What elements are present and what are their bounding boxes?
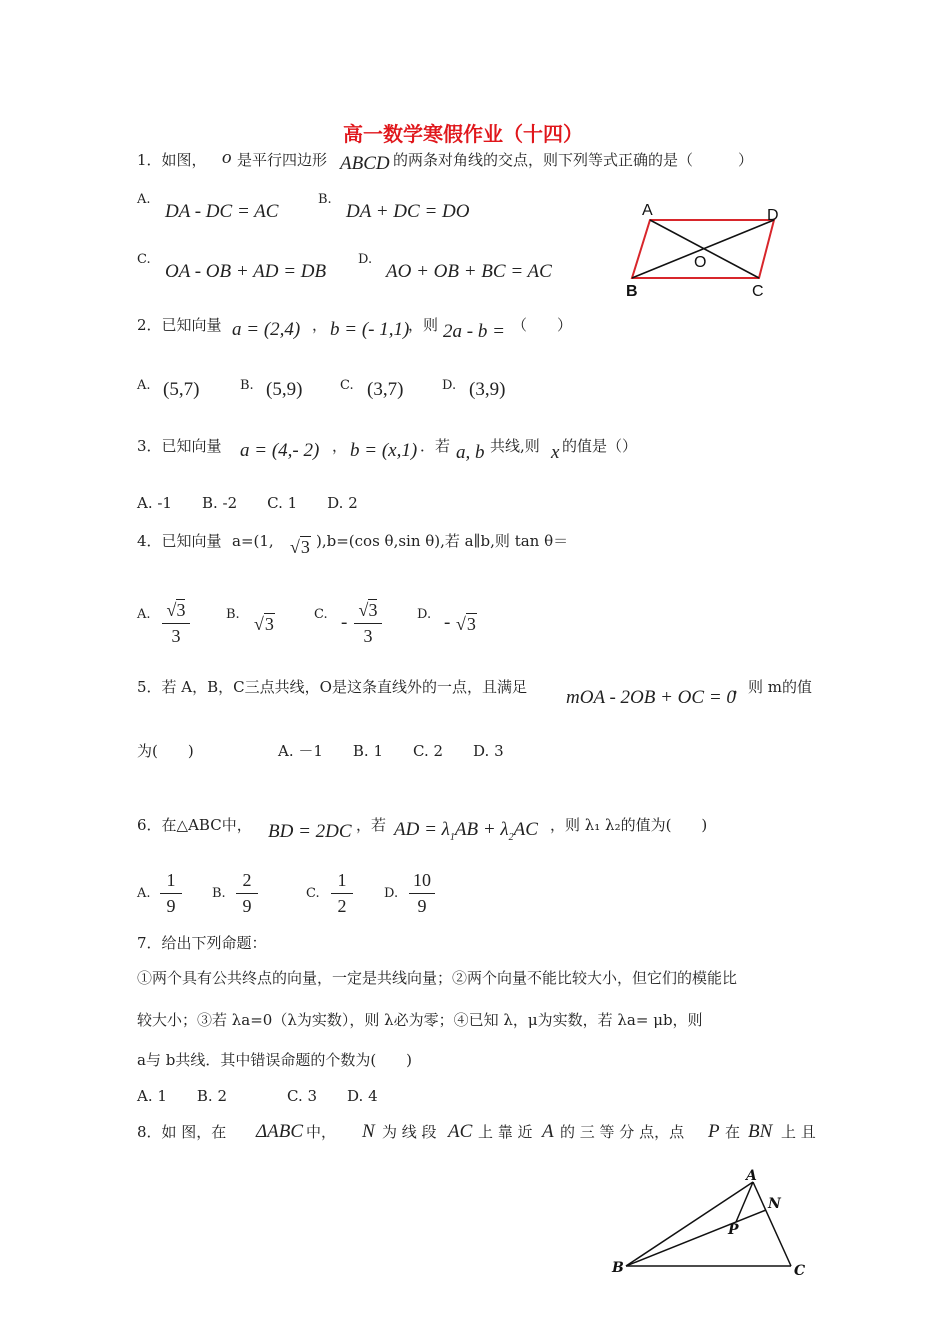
q6-opt-c-den: 2: [337, 896, 347, 916]
q8-a: A: [542, 1121, 554, 1142]
q6-expr2-a: AD = λ: [394, 819, 450, 840]
q2-vector-b: b = (- 1,1): [330, 319, 410, 340]
q4-a-part: a=(1,: [232, 532, 274, 550]
fig2-label-b: B: [612, 1260, 624, 1276]
q1-opt-c-label: C.: [137, 252, 151, 267]
q5-options: A. －1 B. 1 C. 2 D. 3: [278, 742, 504, 760]
q1-opt-b-label: B.: [318, 192, 332, 207]
q6-opt-a-num: 1: [166, 870, 176, 890]
q8-stem-g: 上 且: [781, 1123, 816, 1141]
q6-opt-d-label: D.: [384, 886, 399, 901]
q2-expr: 2a - b =: [443, 321, 505, 342]
q6-sub2: 2: [508, 831, 514, 843]
q6-opt-d-den: 9: [417, 896, 427, 916]
q3-vector-a: a = (4,- 2): [240, 440, 320, 461]
q8-stem-a: 8．如 图，在: [137, 1123, 227, 1141]
fig2-label-c: C: [794, 1263, 806, 1279]
q4-opt-c-den: 3: [363, 626, 373, 646]
q4-opt-c-label: C.: [314, 607, 328, 622]
q6-opt-b-label: B.: [212, 886, 226, 901]
q6-stem-a: 6．在△ABC中，: [137, 816, 252, 834]
q3-comma: ，: [332, 437, 348, 455]
q5-stem-b: ，则 m的值: [733, 678, 812, 696]
q8-stem-e: 的 三 等 分 点，点: [560, 1123, 685, 1141]
q8-abc: ΔABC: [256, 1121, 304, 1142]
q4-opt-a-frac: √3 3: [162, 600, 190, 647]
q6-expr2-c: AC: [513, 819, 538, 840]
parallelogram-figure: [622, 200, 792, 300]
q2-opt-a-label: A.: [137, 378, 151, 393]
q3-ab: a, b: [456, 442, 485, 463]
q6-opt-b-num: 2: [242, 870, 252, 890]
q8-ac: AC: [448, 1121, 473, 1142]
q3-stem-c: 的值是（）: [562, 437, 638, 455]
q6-sub1: 1: [449, 831, 455, 843]
fig2-label-n: N: [768, 1196, 781, 1212]
q6-opt-c-frac: [331, 870, 353, 917]
q8-stem-d: 上 靠 近: [478, 1123, 533, 1141]
q2-opt-b-val: (5,9): [266, 379, 303, 400]
q8-p: P: [708, 1121, 720, 1142]
q7-line2: 较大小；③若 λa=0（λ为实数），则 λ必为零；④已知 λ，μ为实数，若 λa= μb，则: [137, 1011, 703, 1029]
q2-opt-c-label: C.: [340, 378, 354, 393]
q1-opt-d-expr: AO + OB + BC = AC: [386, 261, 552, 282]
fig2-label-a: A: [746, 1168, 757, 1184]
q5-expr: mOA - 2OB + OC = 0: [566, 687, 736, 708]
q2-vector-a: a = (2,4): [232, 319, 301, 340]
q4-sqrt3: √3: [290, 537, 310, 557]
q2-opt-d-label: D.: [442, 378, 457, 393]
q6-opt-b-frac: [236, 870, 258, 917]
segment-bn: [626, 1210, 766, 1266]
q1-abcd: ABCD: [340, 153, 390, 174]
q4-opt-d-label: D.: [417, 607, 432, 622]
q7-options: A. 1 B. 2 C. 3 D. 4: [137, 1087, 378, 1105]
fig1-label-c: C: [752, 283, 764, 300]
q6-expr2: [394, 820, 538, 848]
q8-stem-b: 中，: [306, 1123, 337, 1141]
q2-opt-b-label: B.: [240, 378, 254, 393]
q8-stem-c: 为 线 段: [382, 1123, 437, 1141]
q4-opt-d-sqrt: √3: [456, 614, 476, 634]
q4-opt-a-label: A.: [137, 607, 151, 622]
q3-dot: ．若: [420, 437, 451, 455]
q2-opt-a-val: (5,7): [163, 379, 200, 400]
q2-opt-c-val: (3,7): [367, 379, 404, 400]
q1-stem-a: 1．如图，: [137, 151, 207, 169]
q5-stem-a: 5．若 A，B，C三点共线，O是这条直线外的一点，且满足: [137, 678, 527, 696]
q4-opt-b-rad: 3: [264, 614, 274, 634]
q4-sqrt3-radicand: 3: [300, 537, 310, 557]
q8-n: N: [362, 1121, 375, 1142]
q4-opt-a-den: 3: [171, 626, 181, 646]
q3-stem-b: 共线,则: [490, 437, 540, 455]
q1-stem-b: 是平行四边形: [237, 151, 328, 169]
q3-stem-a: 3．已知向量: [137, 437, 222, 455]
q6-expr1: BD = 2DC: [268, 821, 352, 842]
fig1-label-o: O: [694, 254, 707, 271]
q3-x: x: [551, 442, 560, 463]
q4-opt-a-num: 3: [176, 600, 186, 620]
q6-opt-c-label: C.: [306, 886, 320, 901]
fig1-label-a: A: [642, 202, 653, 219]
side-ac: [753, 1182, 791, 1266]
q1-opt-c-expr: OA - OB + AD = DB: [165, 261, 327, 282]
q5-line2: 为( ): [137, 742, 194, 760]
q8-stem-f: 在: [725, 1123, 741, 1141]
q2-stem-b: ，则: [408, 316, 439, 334]
q2-opt-d-val: (3,9): [469, 379, 506, 400]
q1-opt-d-label: D.: [358, 252, 373, 267]
q6-stem-b: ，若: [356, 816, 387, 834]
q7-line3: a与 b共线．其中错误命题的个数为( ): [137, 1051, 413, 1069]
page-title: 高一数学寒假作业（十四）: [343, 122, 583, 146]
fig2-label-p: P: [728, 1222, 739, 1238]
q4-opt-c-frac: √3 3: [354, 600, 382, 647]
q3-vector-b: b = (x,1): [350, 440, 418, 461]
q1-opt-b-expr: DA + DC = DO: [346, 201, 470, 222]
q6-expr2-b: AB + λ: [454, 819, 509, 840]
q6-opt-d-frac: [409, 870, 435, 917]
q2-comma: ，: [312, 316, 328, 334]
q6-opt-c-num: 1: [337, 870, 347, 890]
q1-opt-a-expr: DA - DC = AC: [165, 201, 279, 222]
q6-opt-d-num: 10: [413, 870, 431, 890]
q4-opt-c-sign: -: [341, 612, 348, 633]
q7-stem: 7．给出下列命题：: [137, 934, 267, 952]
q4-opt-c-num: 3: [368, 600, 378, 620]
q1-opt-a-label: A.: [137, 192, 151, 207]
q6-opt-a-den: 9: [166, 896, 176, 916]
q8-bn: BN: [748, 1121, 773, 1142]
q4-opt-d-sign: -: [444, 612, 451, 633]
q4-opt-b-label: B.: [226, 607, 240, 622]
q6-opt-a-frac: [160, 870, 182, 917]
q1-stem-c: 的两条对角线的交点，则下列等式正确的是（ ）: [393, 151, 754, 169]
q2-stem-a: 2．已知向量: [137, 316, 222, 334]
q7-line1: ①两个具有公共终点的向量，一定是共线向量；②两个向量不能比较大小，但它们的模能比: [137, 969, 738, 987]
q6-opt-a-label: A.: [137, 886, 151, 901]
fig1-label-b: B: [626, 283, 638, 300]
q6-stem-c: ，则 λ₁ λ₂的值为( ): [550, 816, 708, 834]
q3-options: A. -1 B. -2 C. 1 D. 2: [137, 494, 358, 512]
triangle-figure: [608, 1168, 808, 1288]
q6-opt-b-den: 9: [242, 896, 252, 916]
q1-point-o: o: [222, 147, 232, 168]
q4-opt-d-rad: 3: [466, 614, 476, 634]
q2-paren: （ ）: [512, 316, 573, 334]
fig1-label-d: D: [767, 207, 779, 224]
q4-stem-a: 4．已知向量: [137, 532, 222, 550]
q4-stem-b: ),b=(cos θ,sin θ),若 a∥b,则 tan θ＝: [316, 532, 569, 550]
q4-opt-b-sqrt: √3: [254, 614, 274, 634]
